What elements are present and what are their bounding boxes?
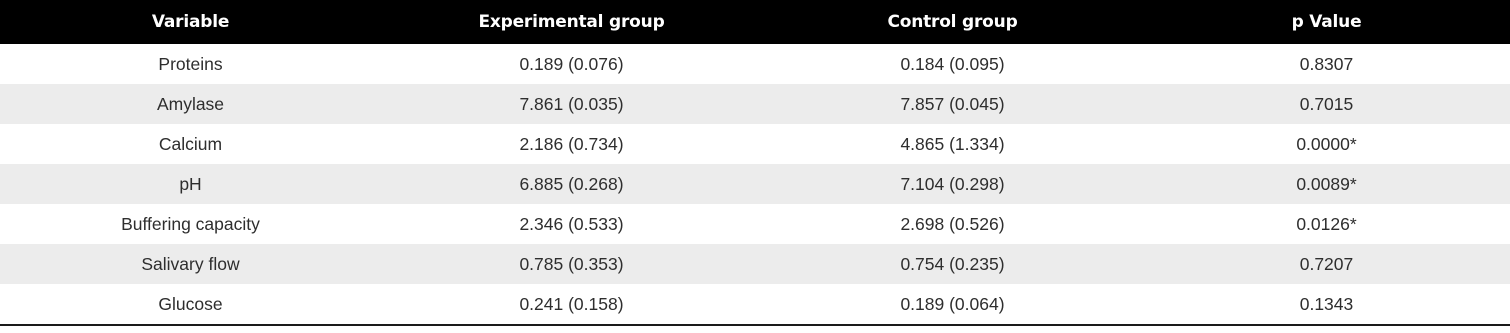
- cell-p-value: 0.0000*: [1143, 124, 1510, 164]
- table-header: [0, 0, 1510, 44]
- cell-control: 7.857 (0.045): [762, 84, 1143, 124]
- table-row: [0, 164, 1510, 204]
- cell-p-value: 0.0089*: [1143, 164, 1510, 204]
- cell-variable: pH: [0, 164, 381, 204]
- cell-experimental: 2.186 (0.734): [381, 124, 762, 164]
- cell-p-value: 0.7207: [1143, 244, 1510, 284]
- table-body: [0, 44, 1510, 325]
- cell-control: 0.189 (0.064): [762, 284, 1143, 325]
- cell-variable: Calcium: [0, 124, 381, 164]
- cell-control: 0.754 (0.235): [762, 244, 1143, 284]
- header-control-group: Control group: [887, 12, 1018, 32]
- table-row: [0, 84, 1510, 124]
- cell-p-value: 0.0126*: [1143, 204, 1510, 244]
- table-row: [0, 44, 1510, 84]
- cell-p-value: 0.8307: [1143, 44, 1510, 84]
- cell-variable: Glucose: [0, 284, 381, 325]
- cell-p-value: 0.1343: [1143, 284, 1510, 325]
- cell-experimental: 0.241 (0.158): [381, 284, 762, 325]
- header-row: [0, 0, 1510, 44]
- cell-p-value: 0.7015: [1143, 84, 1510, 124]
- cell-control: 0.184 (0.095): [762, 44, 1143, 84]
- table-row: [0, 124, 1510, 164]
- cell-control: 7.104 (0.298): [762, 164, 1143, 204]
- table-row: [0, 244, 1510, 284]
- header-p-value: p Value: [1291, 12, 1362, 32]
- cell-control: 2.698 (0.526): [762, 204, 1143, 244]
- cell-variable: Buffering capacity: [0, 204, 381, 244]
- cell-experimental: 0.189 (0.076): [381, 44, 762, 84]
- cell-experimental: 2.346 (0.533): [381, 204, 762, 244]
- table-row: [0, 204, 1510, 244]
- cell-variable: Proteins: [0, 44, 381, 84]
- cell-experimental: 0.785 (0.353): [381, 244, 762, 284]
- header-variable: Variable: [151, 12, 230, 32]
- cell-experimental: 7.861 (0.035): [381, 84, 762, 124]
- cell-control: 4.865 (1.334): [762, 124, 1143, 164]
- cell-variable: Salivary flow: [0, 244, 381, 284]
- header-experimental-group: Experimental group: [478, 12, 665, 32]
- cell-variable: Amylase: [0, 84, 381, 124]
- table-row: [0, 284, 1510, 325]
- cell-experimental: 6.885 (0.268): [381, 164, 762, 204]
